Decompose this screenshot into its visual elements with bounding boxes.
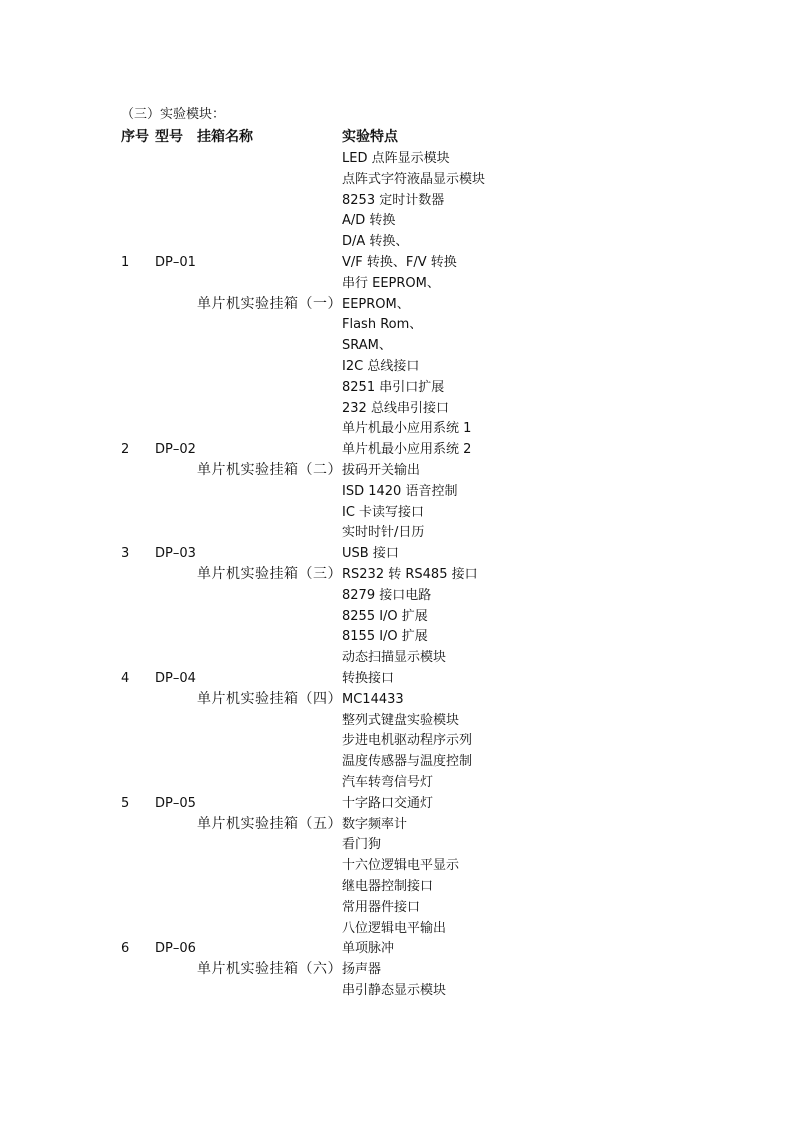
feature-item: 步进电机驱动程序示列	[342, 733, 473, 749]
feature-item: 单片机最小应用系统 2	[342, 442, 472, 458]
feature-item: 八位逻辑电平输出	[342, 920, 447, 936]
feature-item: 实时时针/日历	[342, 525, 425, 541]
feature-item: RS232 转 RS485 接口	[342, 567, 478, 582]
feature-item: MC14433	[342, 691, 404, 707]
feature-item: ISD 1420 语音控制	[342, 483, 458, 499]
feature-item: 单片机最小应用系统 1	[342, 421, 472, 437]
feature-item: 数字频率计	[342, 816, 408, 832]
module-name: 单片机实验挂箱（一）	[197, 295, 342, 312]
feature-item: D/A 转换、	[342, 234, 409, 250]
module-name: 单片机实验挂箱（二）	[197, 462, 342, 478]
feature-item: 转换接口	[342, 671, 395, 686]
feature-item: 温度传感器与温度控制	[342, 754, 473, 770]
module-index: 3	[121, 546, 130, 562]
header-index: 序号	[121, 129, 149, 145]
feature-item: 串引静态显示模块	[342, 983, 447, 998]
module-model: DP–05	[155, 795, 196, 811]
module-index: 5	[121, 795, 130, 811]
feature-item: 常用器件接口	[342, 899, 421, 915]
feature-item: I2C 总线接口	[342, 359, 420, 374]
module-name: 单片机实验挂箱（五）	[197, 815, 342, 832]
feature-item: V/F 转换、F/V 转换	[342, 255, 457, 270]
header-features: 实验特点	[342, 129, 398, 145]
module-name: 单片机实验挂箱（四）	[197, 690, 342, 707]
feature-item: USB 接口	[342, 546, 399, 562]
feature-item: 看门狗	[342, 837, 382, 853]
module-model: DP–04	[155, 671, 196, 686]
module-model: DP–03	[155, 546, 196, 562]
feature-item: 8155 I/O 扩展	[342, 629, 428, 645]
feature-item: 扬声器	[342, 962, 382, 978]
module-index: 2	[121, 442, 130, 458]
feature-item: 十字路口交通灯	[342, 795, 434, 811]
module-index: 6	[121, 941, 130, 957]
feature-item: 232 总线串引接口	[342, 400, 449, 416]
feature-item: 点阵式字符液晶显示模块	[342, 171, 486, 187]
feature-item: 动态扫描显示模块	[342, 650, 447, 666]
feature-item: A/D 转换	[342, 213, 396, 229]
module-index: 4	[121, 671, 130, 686]
feature-item: 汽车转弯信号灯	[342, 775, 434, 790]
module-name: 单片机实验挂箱（六）	[197, 961, 342, 978]
feature-item: 8251 串引口扩展	[342, 379, 445, 395]
feature-item: 串行 EEPROM、	[342, 275, 440, 291]
module-name: 单片机实验挂箱（三）	[197, 566, 342, 582]
feature-item: IC 卡读写接口	[342, 504, 425, 520]
feature-item: 十六位逻辑电平显示	[342, 858, 460, 874]
header-model: 型号	[155, 129, 183, 145]
feature-item: EEPROM、	[342, 296, 410, 312]
feature-item: 继电器控制接口	[342, 879, 434, 894]
feature-item: 8255 I/O 扩展	[342, 608, 428, 624]
feature-item: 整列式键盘实验模块	[342, 712, 460, 728]
section-title: （三）实验模块：	[121, 107, 226, 122]
feature-item: 8279 接口电路	[342, 587, 432, 603]
header-name: 挂箱名称	[197, 129, 253, 145]
feature-item: SRAM、	[342, 338, 392, 354]
module-model: DP–01	[155, 255, 196, 270]
feature-item: LED 点阵显示模块	[342, 151, 450, 166]
feature-item: Flash Rom、	[342, 317, 423, 333]
feature-item: 8253 定时计数器	[342, 192, 445, 208]
feature-item: 拔码开关输出	[342, 463, 421, 478]
module-index: 1	[121, 255, 130, 270]
module-model: DP–06	[155, 941, 196, 957]
module-model: DP–02	[155, 442, 196, 458]
feature-item: 单项脉冲	[342, 941, 395, 957]
